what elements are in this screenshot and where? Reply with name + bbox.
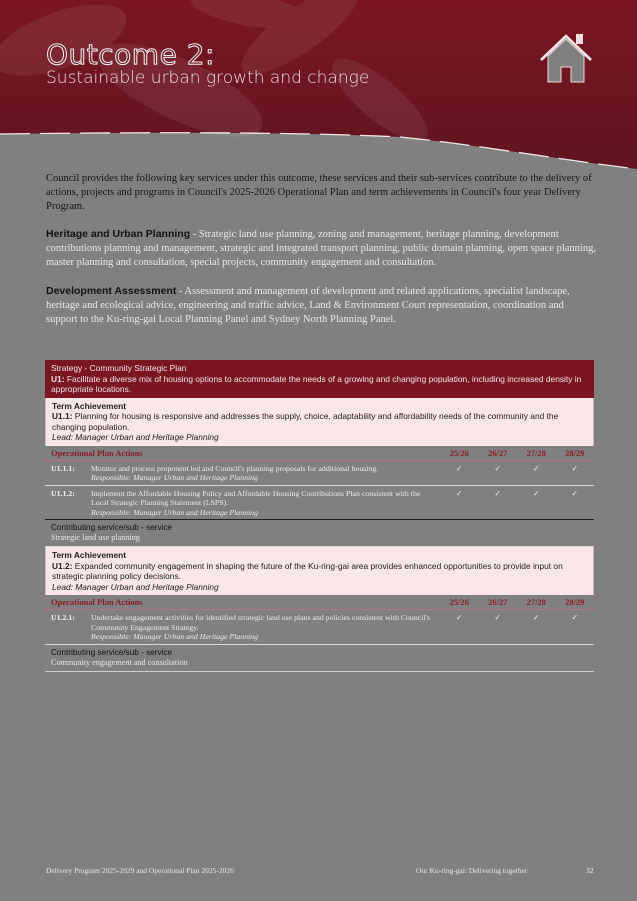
contributing-service: Contributing service/sub - service Community engagement and consultation bbox=[45, 645, 594, 672]
strategy-table bbox=[45, 360, 594, 672]
term-heading: Term Achievement bbox=[52, 550, 127, 560]
check-icon: ✓ bbox=[455, 488, 463, 498]
contributing-service: Contributing service/sub - service Strategic land use planning bbox=[45, 520, 594, 547]
service-development-assessment: Development Assessment - Assessment and management of development and related applications, specialist landscape, heritage and ecological advice, engineering and traffic advice, Land & Environment Court representation, coordination and support to the Ku-ring-gai Local Planning Panel and Sydney North Planning Panel. bbox=[46, 284, 570, 326]
page-subtitle: Sustainable urban growth and change bbox=[46, 68, 370, 88]
check-icon: ✓ bbox=[455, 463, 463, 473]
footer-tagline: Our Ku-ring-gai: Delivering together bbox=[416, 866, 528, 875]
term-lead: Lead: Manager Urban and Heritage Planning bbox=[52, 432, 219, 442]
service-description: Strategic land use planning, zoning and management, heritage planning, development contributions planning and management, strategic and integrated transport planning, public domain planning, open space planning, master planning and consultation, special projects, community engagement and consultation. bbox=[46, 229, 596, 269]
footer-document-title: Delivery Program 2025-2029 and Operational Plan 2025-2026 bbox=[46, 866, 234, 875]
strategy-heading: Strategy - Community Strategic Plan bbox=[51, 363, 187, 373]
service-heritage-urban-planning: Heritage and Urban Planning - Strategic land use planning, zoning and management, heritage planning, development contributions planning and management, strategic and integrated transport planning, public domain planning, open space planning, master planning and consultation, special projects, community engagement and consultation. bbox=[46, 228, 596, 269]
term-achievement-u1-2: Term Achievement U1.2: Expanded community engagement in shaping the future of the Ku-ring-gai area provides enhanced opportunities to provide input on strategic planning policy decisions. Lead: Manager Urban and Heritage Planning bbox=[45, 547, 594, 595]
outcome-header-banner bbox=[0, 0, 637, 175]
check-icon: ✓ bbox=[532, 613, 540, 622]
check-icon: ✓ bbox=[532, 463, 540, 473]
term-heading: Term Achievement bbox=[52, 400, 127, 411]
intro-paragraph: Council provides the following key services under this outcome, these services and their sub-services contribute to the delivery of actions, projects and programs in Council's 2025-2026 Operational Plan and term achievements in Council's four year Delivery Program. bbox=[46, 173, 592, 212]
service-name: Heritage and Urban Planning bbox=[46, 228, 191, 240]
service-name: Development Assessment bbox=[46, 284, 177, 297]
strategy-header bbox=[45, 360, 594, 398]
check-icon: ✓ bbox=[455, 613, 463, 622]
check-icon: ✓ bbox=[494, 488, 502, 498]
check-icon: ✓ bbox=[571, 613, 579, 622]
strategy-code: U1: bbox=[51, 373, 65, 384]
action-row: U1.1.2: Implement the Affordable Housing Policy and Affordable Housing Contributions Plan consistent with the Local Strategic Planning Statement (LSPS). Responsible: Manager Urban and Heritage Planning ✓ ✓ ✓ ✓ bbox=[45, 486, 594, 521]
check-icon: ✓ bbox=[571, 488, 579, 498]
action-row: U1.1.1: Monitor and process proponent led and Council's planning proposals for additional housing. Responsible: Manager Urban and Heritage Planning ✓ ✓ ✓ ✓ bbox=[45, 461, 594, 486]
strategy-text: Facilitate a diverse mix of housing options to accommodate the needs of a growing and changing population, including increased density in appropriate locations. bbox=[51, 373, 582, 394]
check-icon: ✓ bbox=[532, 488, 540, 498]
check-icon: ✓ bbox=[494, 613, 502, 622]
term-lead: Lead: Manager Urban and Heritage Planning bbox=[52, 581, 219, 592]
check-icon: ✓ bbox=[494, 463, 502, 473]
actions-header: Operational Plan Actions 25/26 26/27 27/28 28/29 bbox=[45, 595, 594, 610]
actions-header: Operational Plan Actions 25/26 26/27 27/28 28/29 bbox=[45, 446, 594, 461]
check-icon: ✓ bbox=[571, 463, 579, 473]
service-description: Assessment and management of development and related applications, specialist landscape, heritage and ecological advice, engineering and traffic advice, Land & Environment Court representation, coordination and support to the Ku-ring-gai Local Planning Panel and Sydney North Planning Panel. bbox=[46, 285, 570, 326]
action-row: U1.2.1: Undertake engagement activities for identified strategic land use plans and policies consistent with Council's Community Engagement Strategy. Responsible: Manager Urban and Heritage Planning ✓ ✓ ✓ ✓ bbox=[45, 610, 594, 645]
page-title: Outcome 2: bbox=[46, 38, 215, 71]
house-icon bbox=[538, 30, 594, 86]
services-intro bbox=[46, 172, 596, 340]
term-achievement-u1-1: Term Achievement U1.1: Planning for housing is responsive and addresses the supply, choice, adaptability and affordability needs of the community and the changing population. Lead: Manager Urban and Heritage Planning bbox=[45, 398, 594, 446]
page-number: 32 bbox=[586, 866, 594, 875]
